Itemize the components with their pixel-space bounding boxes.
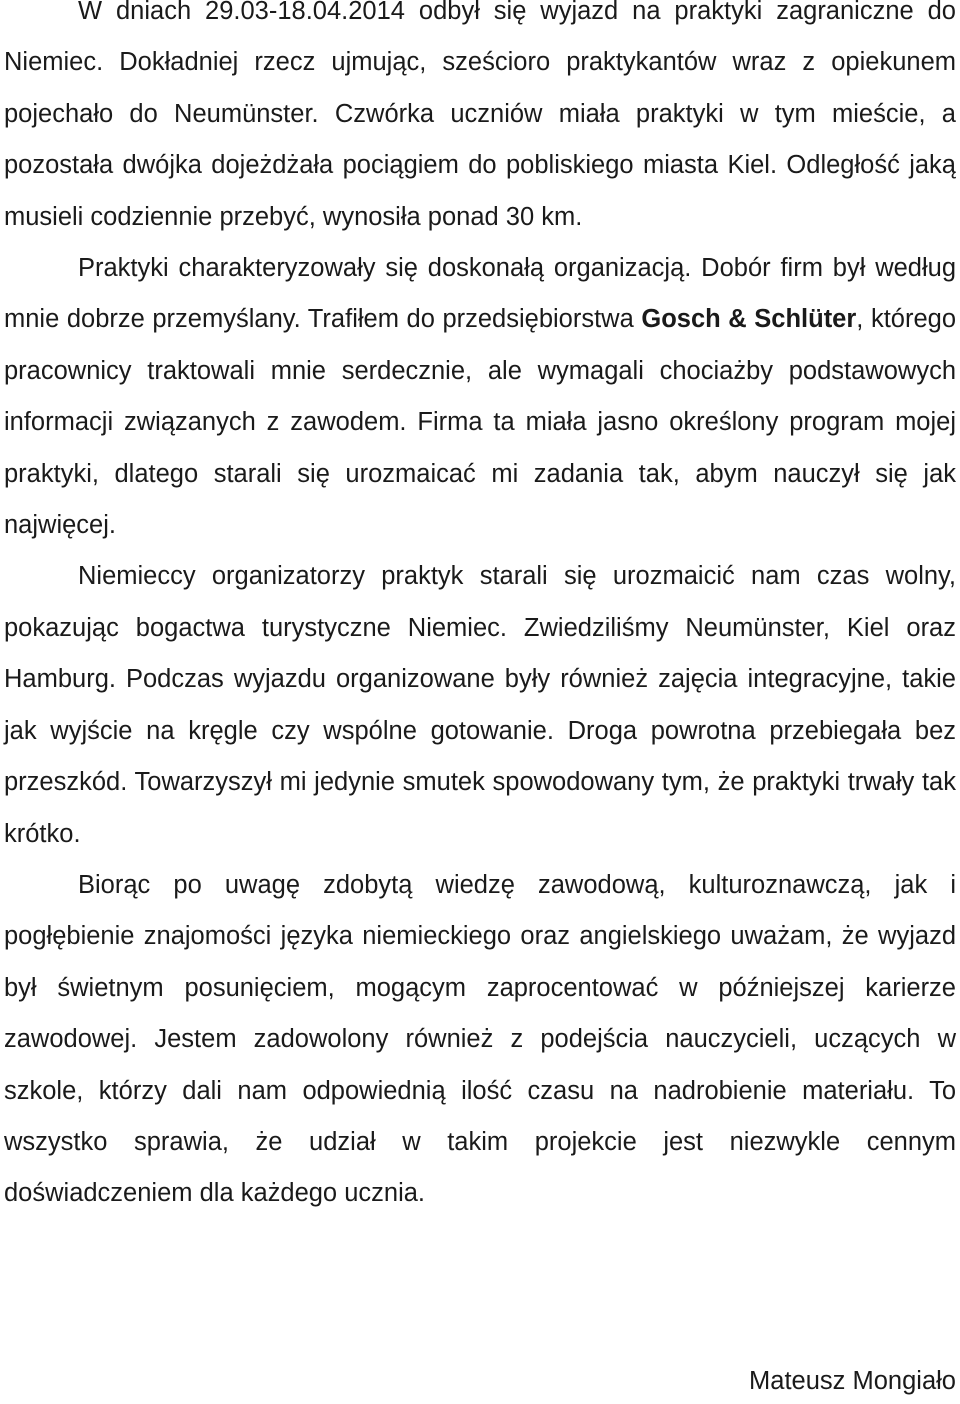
paragraph-trip-intro: W dniach 29.03-18.04.2014 odbył się wyjazd na praktyki zagraniczne do Niemiec. Dokładniej rzecz ujmując, sześcioro praktykantów wraz z opiekunem pojechało do Neumünster. Czwórka uczniów miała praktyki w tym mieście, a pozostała dwójka dojeżdżała pociągiem do pobliskiego miasta Kiel. Odległość jaką musieli codziennie przebyć, wynosiła ponad 30 km. — [4, 0, 956, 231]
paragraph-conclusion: Biorąc po uwagę zdobytą wiedzę zawodową, kulturoznawczą, jak i pogłębienie znajomości języka niemieckiego oraz angielskiego uważam, że wyjazd był świetnym posunięciem, mogącym zaprocentować w późniejszej karierze zawodowej. Jestem zadowolony również z podejścia nauczycieli, uczących w szkole, którzy dali nam odpowiednią ilość czasu na nadrobienie materiału. To wszystko sprawia, że udział w takim projekcie jest niezwykle cennym doświadczeniem dla każdego ucznia. — [4, 870, 956, 1208]
author-signature: Mateusz Mongiało — [749, 1367, 956, 1395]
paragraph-organization-text-start: Praktyki charakteryzowały się doskonałą organizacją. Dobór firm był według mnie dobrze przemyślany. Trafiłem do przedsiębiorstwa — [4, 254, 956, 334]
paragraph-organization-text-end: , którego pracownicy traktowali mnie serdecznie, ale wymagali chociażby podstawowych informacji związanych z zawodem. Firma ta miała jasno określony program mojej praktyki, dlatego starali się urozmaicać mi zadania tak, abym nauczył się jak najwięcej. — [4, 305, 957, 540]
paragraph-organization — [4, 243, 956, 551]
company-name: Gosch & Schlüter — [641, 305, 857, 334]
document-body — [4, 0, 956, 1220]
paragraph-free-time: Niemieccy organizatorzy praktyk starali się urozmaicić nam czas wolny, pokazując bogactwa turystyczne Niemiec. Zwiedziliśmy Neumünster, Kiel oraz Hamburg. Podczas wyjazdu organizowane były również zajęcia integracyjne, takie jak wyjście na kręgle czy wspólne gotowanie. Droga powrotna przebiegała bez przeszkód. Towarzyszył mi jedynie smutek spowodowany tym, że praktyki trwały tak krótko. — [4, 562, 956, 848]
